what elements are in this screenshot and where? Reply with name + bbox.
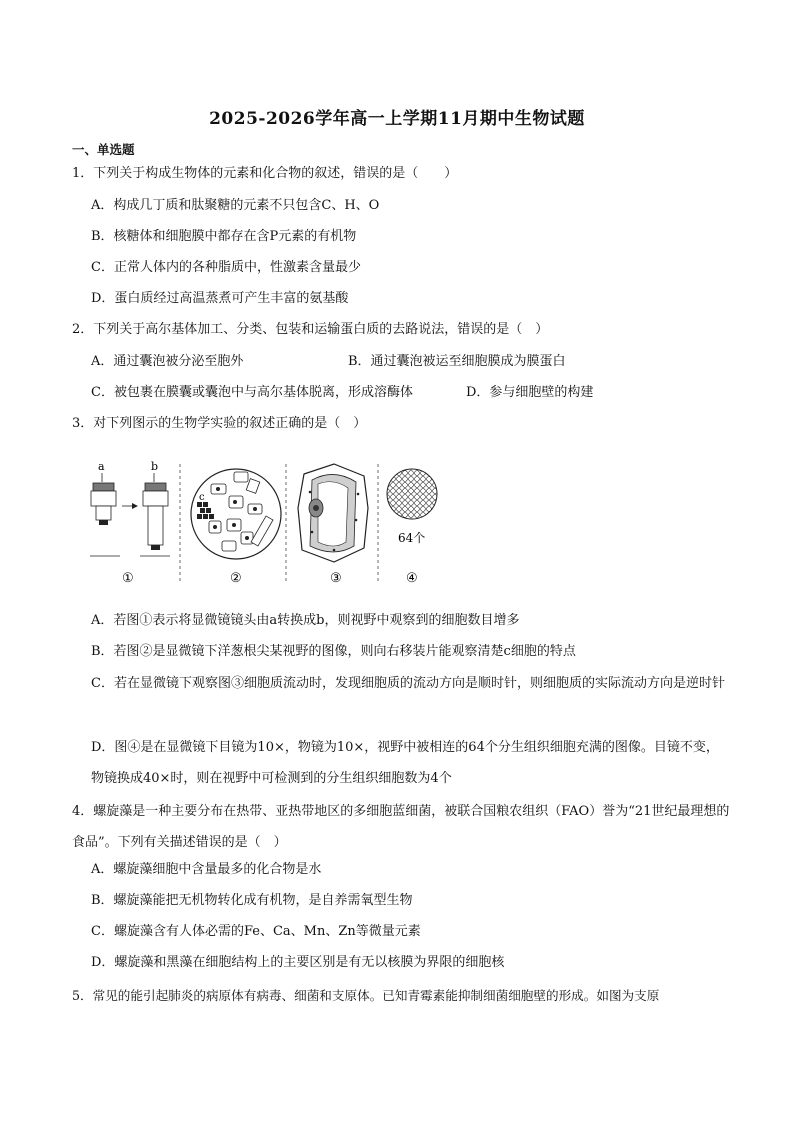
question-3-stem: 3．对下列图示的生物学实验的叙述正确的是（ ）: [72, 416, 367, 431]
question-1-option-a: A．构成几丁质和肽聚糖的元素不只包含C、H、O: [91, 198, 380, 213]
section-heading: 一、单选题: [72, 142, 135, 157]
question-1-option-c: C．正常人体内的各种脂质中，性激素含量最少: [91, 260, 361, 275]
microscope-figure: [72, 458, 452, 590]
page-title: 2025-2026学年高一上学期11月期中生物试题: [209, 109, 585, 129]
question-2-option-d: D．参与细胞壁的构建: [466, 385, 594, 400]
question-2-stem: 2．下列关于高尔基体加工、分类、包装和运输蛋白质的去路说法，错误的是（ ）: [72, 322, 549, 337]
caption-1: ①: [122, 571, 134, 586]
lens-label-b: b: [151, 460, 159, 473]
field-of-view-4: [387, 469, 437, 519]
question-1-option-d: D．蛋白质经过高温蒸煮可产生丰富的氨基酸: [91, 291, 349, 306]
figure-panel-1: [90, 460, 180, 586]
question-3-option-a: A．若图①表示将显微镜镜头由a转换成b，则视野中观察到的细胞数目增多: [91, 613, 520, 628]
objective-lens-b: [143, 483, 168, 550]
caption-3: ③: [330, 571, 342, 586]
cell-count-label: 64个: [398, 531, 426, 545]
objective-lens-a: [91, 483, 116, 525]
cell-label-c: c: [199, 492, 205, 503]
question-3-option-b: B．若图②是显微镜下洋葱根尖某视野的图像，则向右移装片能观察清楚c细胞的特点: [91, 644, 576, 659]
question-3-option-c: C．若在显微镜下观察图③细胞质流动时，发现细胞质的流动方向是顺时针，则细胞质的实际流动方向是逆时针: [91, 676, 725, 691]
lens-label-a: a: [98, 460, 105, 473]
figure-panel-2: [191, 464, 286, 586]
figure-panel-3: [298, 464, 378, 586]
question-3-option-d: D．图④是在显微镜下目镜为10×，物镜为10×，视野中被相连的64个分生组织细胞充满的图像。目镜不变，物镜换成40×时，则在视野中可检测到的分生组织细胞数为4个: [91, 740, 719, 786]
question-2-option-a: A．通过囊泡被分泌至胞外: [91, 354, 244, 369]
question-4-stem: 4．螺旋藻是一种主要分布在热带、亚热带地区的多细胞蓝细菌，被联合国粮农组织（FAO）誉为“21世纪最理想的食品”。下列有关描述错误的是（ ）: [72, 804, 730, 850]
arrow-icon: [132, 503, 138, 509]
question-4-option-b: B．螺旋藻能把无机物转化成有机物，是自养需氧型生物: [91, 893, 413, 908]
question-4-option-a: A．螺旋藻细胞中含量最多的化合物是水: [91, 862, 322, 877]
question-5-stem: 5．常见的能引起肺炎的病原体有病毒、细菌和支原体。已知青霉素能抑制细菌细胞壁的形成。如图为支原: [72, 988, 660, 1003]
question-1-option-b: B．核糖体和细胞膜中都存在含P元素的有机物: [91, 229, 357, 244]
figure-panel-4: [387, 469, 437, 586]
question-4-option-c: C．螺旋藻含有人体必需的Fe、Ca、Mn、Zn等微量元素: [91, 924, 421, 939]
caption-4: ④: [406, 571, 418, 586]
question-1-stem: 1．下列关于构成生物体的元素和化合物的叙述，错误的是（ ）: [72, 166, 458, 181]
question-2-option-b: B．通过囊泡被运至细胞膜成为膜蛋白: [348, 354, 566, 369]
caption-2: ②: [230, 571, 242, 586]
question-2-option-c: C．被包裹在膜囊或囊泡中与高尔基体脱离，形成溶酶体: [91, 385, 413, 400]
question-4-option-d: D．螺旋藻和黑藻在细胞结构上的主要区别是有无以核膜为界限的细胞核: [91, 955, 505, 970]
